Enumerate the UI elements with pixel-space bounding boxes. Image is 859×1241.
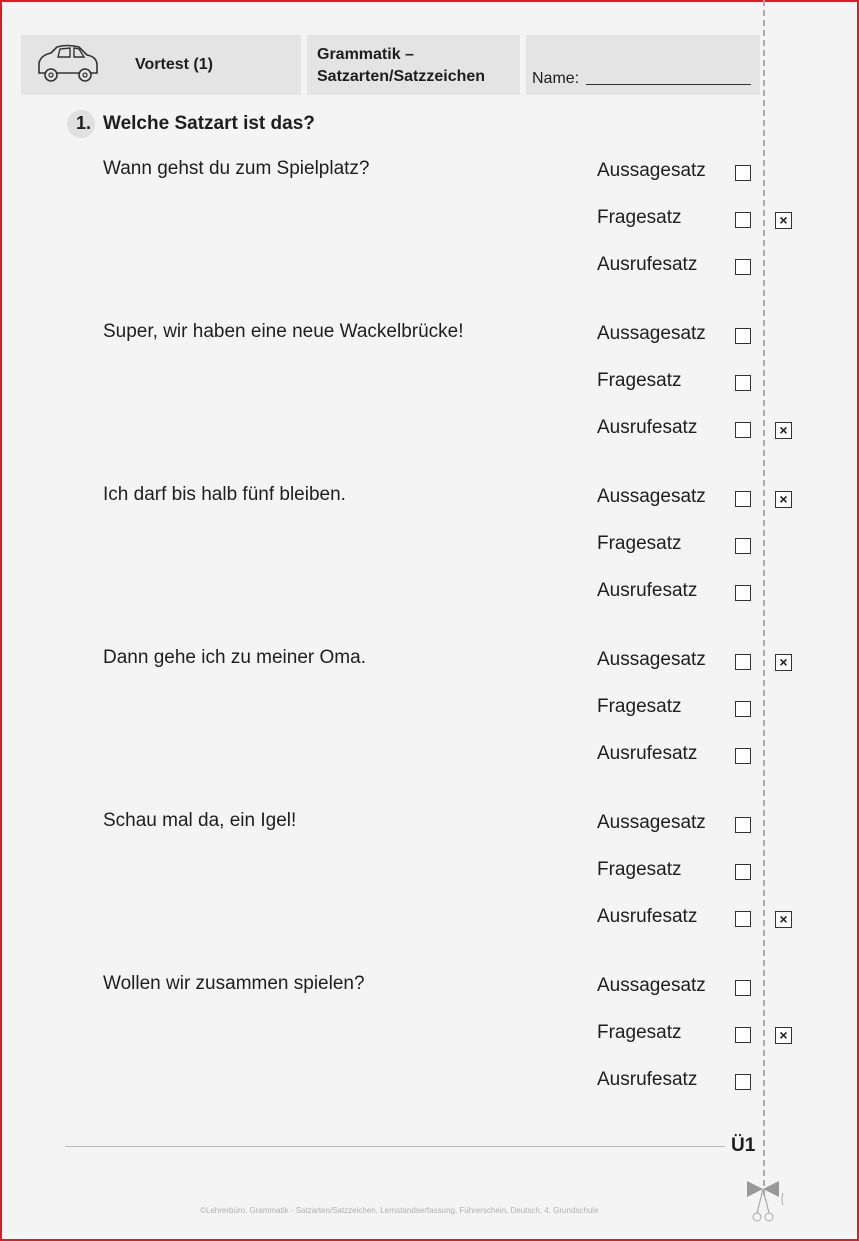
header-topic-cell (307, 35, 520, 95)
answer-checkbox[interactable] (735, 585, 751, 601)
test-title: Vortest (1) (135, 56, 213, 73)
answer-checkbox[interactable] (735, 817, 751, 833)
option-label: Fragesatz (597, 370, 682, 391)
task-title: Welche Satzart ist das? (103, 113, 315, 134)
solution-checkbox: × (775, 654, 792, 671)
question-sentence: Ich darf bis halb fünf bleiben. (103, 484, 346, 505)
question-sentence: Dann gehe ich zu meiner Oma. (103, 647, 366, 668)
answer-checkbox[interactable] (735, 864, 751, 880)
option-label: Aussagesatz (597, 975, 706, 996)
footer-divider (65, 1146, 725, 1147)
page-code: Ü1 (731, 1135, 756, 1156)
option-label: Fragesatz (597, 696, 682, 717)
option-label: Aussagesatz (597, 323, 706, 344)
answer-checkbox[interactable] (735, 328, 751, 344)
option-label: Aussagesatz (597, 812, 706, 833)
copyright-note: ©Lehrerbüro, Grammatik - Satzarten/Satzzeichen, Lernstandserfassung, Führerschein, Deutsch, 4. Grundschule (200, 1206, 599, 1215)
answer-checkbox[interactable] (735, 375, 751, 391)
option-label: Fragesatz (597, 533, 682, 554)
option-label: Ausrufesatz (597, 743, 698, 764)
option-label: Aussagesatz (597, 486, 706, 507)
answer-checkbox[interactable] (735, 701, 751, 717)
answer-checkbox[interactable] (735, 980, 751, 996)
option-label: Ausrufesatz (597, 1069, 698, 1090)
car-icon (33, 41, 103, 89)
option-label: Ausrufesatz (597, 906, 698, 927)
solution-checkbox: × (775, 212, 792, 229)
scissors-icon (745, 1177, 785, 1223)
cut-line (763, 0, 765, 1196)
topic-line-1: Grammatik – (317, 46, 414, 63)
option-label: Fragesatz (597, 859, 682, 880)
option-label: Fragesatz (597, 1022, 682, 1043)
answer-checkbox[interactable] (735, 911, 751, 927)
answer-checkbox[interactable] (735, 165, 751, 181)
question-sentence: Schau mal da, ein Igel! (103, 810, 297, 831)
name-field[interactable] (586, 84, 751, 85)
question-sentence: Wollen wir zusammen spielen? (103, 973, 365, 994)
option-label: Fragesatz (597, 207, 682, 228)
option-label: Ausrufesatz (597, 417, 698, 438)
answer-checkbox[interactable] (735, 259, 751, 275)
answer-checkbox[interactable] (735, 538, 751, 554)
option-label: Ausrufesatz (597, 580, 698, 601)
header-name-cell (526, 35, 760, 95)
solution-checkbox: × (775, 911, 792, 928)
solution-checkbox: × (775, 422, 792, 439)
answer-checkbox[interactable] (735, 654, 751, 670)
question-sentence: Wann gehst du zum Spielplatz? (103, 158, 370, 179)
answer-checkbox[interactable] (735, 422, 751, 438)
question-sentence: Super, wir haben eine neue Wackelbrücke! (103, 321, 464, 342)
name-label: Name: (532, 70, 580, 87)
answer-checkbox[interactable] (735, 212, 751, 228)
topic-line-2: Satzarten/Satzzeichen (317, 68, 486, 85)
option-label: Ausrufesatz (597, 254, 698, 275)
answer-checkbox[interactable] (735, 1074, 751, 1090)
answer-checkbox[interactable] (735, 748, 751, 764)
solution-checkbox: × (775, 491, 792, 508)
answer-checkbox[interactable] (735, 491, 751, 507)
header-test-cell (21, 35, 301, 95)
option-label: Aussagesatz (597, 649, 706, 670)
answer-checkbox[interactable] (735, 1027, 751, 1043)
topic-title (317, 44, 485, 88)
task-number: 1. (76, 113, 92, 133)
solution-checkbox: × (775, 1027, 792, 1044)
option-label: Aussagesatz (597, 160, 706, 181)
